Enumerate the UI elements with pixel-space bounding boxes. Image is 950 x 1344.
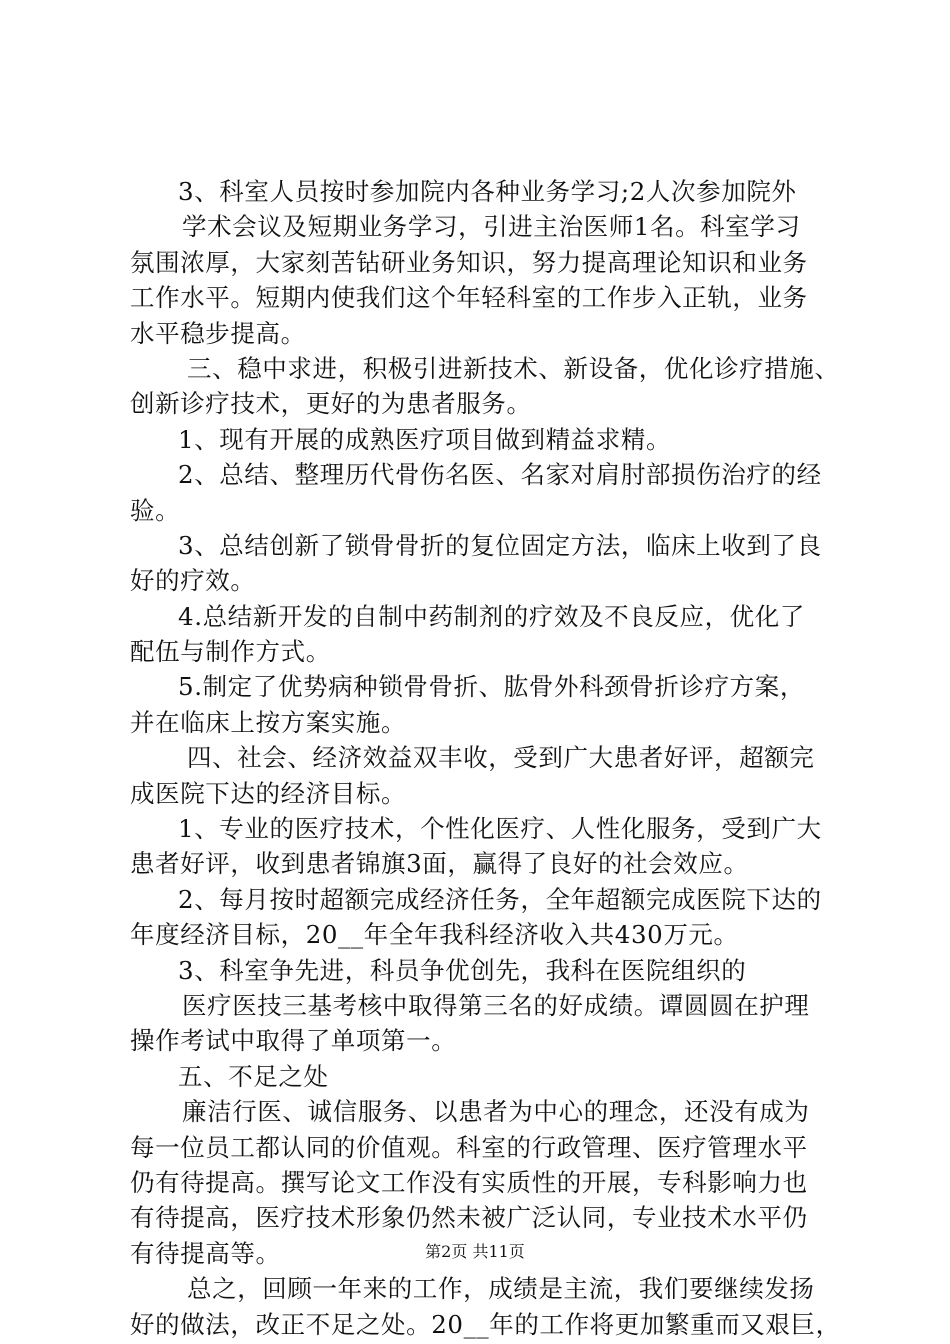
text-line: 廉洁行医、诚信服务、以患者为中心的理念，还没有成为 xyxy=(182,1097,810,1127)
text-line: 四、社会、经济效益双丰收，受到广大患者好评，超额完 xyxy=(187,743,815,773)
text-line: 有待提高等。 xyxy=(130,1238,281,1268)
text-line: 操作考试中取得了单项第一。 xyxy=(130,1026,457,1056)
text-line: 三、稳中求进，积极引进新技术、新设备，优化诊疗措施、 xyxy=(187,353,840,383)
text-line: 5.制定了优势病种锁骨骨折、肱骨外科颈骨折诊疗方案， xyxy=(178,672,805,702)
text-line: 成医院下达的经济目标。 xyxy=(130,778,407,808)
text-line: 好的疗效。 xyxy=(130,566,256,596)
text-line: 3、总结创新了锁骨骨折的复位固定方法，临床上收到了良 xyxy=(178,530,822,560)
text-line: 配伍与制作方式。 xyxy=(130,637,331,667)
text-line: 总之，回顾一年来的工作，成绩是主流，我们要继续发扬 xyxy=(187,1274,815,1304)
page-number-footer: 第2页 共11页 xyxy=(425,1242,525,1261)
text-line: 医疗医技三基考核中取得第三名的好成绩。谭圆圆在护理 xyxy=(182,990,810,1020)
text-line: 并在临床上按方案实施。 xyxy=(130,707,407,737)
text-line: 氛围浓厚，大家刻苦钻研业务知识，努力提高理论知识和业务 xyxy=(130,247,808,277)
text-line: 3、科室人员按时参加院内各种业务学习;2人次参加院外 xyxy=(178,177,797,206)
text-line: 水平稳步提高。 xyxy=(130,318,306,348)
text-line: 1、现有开展的成熟医疗项目做到精益求精。 xyxy=(178,424,672,454)
text-line: 验。 xyxy=(130,495,181,525)
text-line: 好的做法，改正不足之处。20__年的工作将更加繁重而又艰巨， xyxy=(130,1309,841,1339)
text-line: 有待提高，医疗技术形象仍然未被广泛认同，专业技术水平仍 xyxy=(130,1203,808,1233)
text-line: 2、每月按时超额完成经济任务，全年超额完成医院下达的 xyxy=(178,884,822,914)
text-line: 学术会议及短期业务学习，引进主治医师1名。科室学习 xyxy=(182,212,801,242)
text-line: 1、专业的医疗技术，个性化医疗、人性化服务，受到广大 xyxy=(178,814,822,844)
text-line: 患者好评，收到患者锦旗3面，赢得了良好的社会效应。 xyxy=(130,849,749,879)
text-line: 4.总结新开发的自制中药制剂的疗效及不良反应，优化了 xyxy=(178,601,805,631)
text-line: 五、不足之处 xyxy=(178,1061,329,1091)
text-line: 仍有待提高。撰写论文工作没有实质性的开展，专科影响力也 xyxy=(130,1167,808,1197)
text-line: 3、科室争先进，科员争优创先，我科在医院组织的 xyxy=(178,955,747,985)
text-line: 年度经济目标，20__年全年我科经济收入共430万元。 xyxy=(130,920,739,950)
text-line: 每一位员工都认同的价值观。科室的行政管理、医疗管理水平 xyxy=(130,1132,808,1162)
text-line: 创新诊疗技术，更好的为患者服务。 xyxy=(130,389,532,419)
text-line: 2、总结、整理历代骨伤名医、名家对肩肘部损伤治疗的经 xyxy=(178,460,822,490)
text-line: 工作水平。短期内使我们这个年轻科室的工作步入正轨，业务 xyxy=(130,283,808,313)
document-body xyxy=(130,174,841,1342)
